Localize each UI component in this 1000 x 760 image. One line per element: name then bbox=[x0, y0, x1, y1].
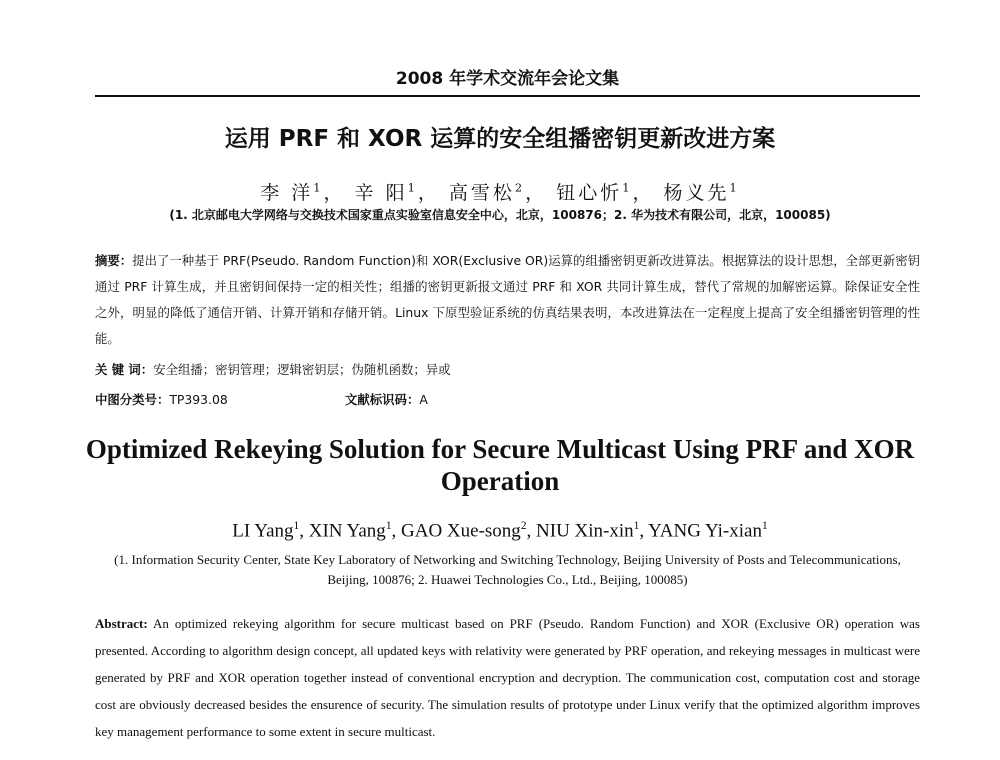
en-author-list: LI Yang$^1$, XIN Yang$^1$, GAO Xue-song$^2$, NIU Xin-xin$^1$, YANG Yi-xian$^1$ bbox=[232, 520, 768, 542]
running-header bbox=[95, 64, 920, 89]
cn-classification bbox=[95, 390, 920, 408]
header-rule bbox=[95, 95, 920, 97]
clc-label: 中图分类号： bbox=[95, 392, 170, 407]
en-author: NIU Xin-xin bbox=[536, 520, 634, 542]
en-author-sup: 2 bbox=[520, 520, 527, 532]
en-author-sup: 1 bbox=[385, 520, 392, 532]
doc-code-value: A bbox=[419, 392, 428, 407]
cn-author-sup: 2 bbox=[514, 180, 526, 195]
doc-code-label: 文献标识码： bbox=[345, 392, 420, 407]
cn-title: 运用 PRF 和 XOR 运算的安全组播密钥更新改进方案 bbox=[224, 126, 776, 152]
en-author: YANG Yi-xian bbox=[648, 520, 762, 542]
en-abstract-label: Abstract: bbox=[95, 616, 148, 631]
cn-keywords bbox=[95, 360, 451, 378]
cn-author: 钮心忻 bbox=[556, 182, 623, 204]
cn-abstract-label: 摘要： bbox=[95, 253, 133, 268]
cn-affiliation: (1. 北京邮电大学网络与交换技术国家重点实验室信息安全中心，北京，100876；2. 华为技术有限公司，北京，100085) bbox=[169, 208, 831, 222]
en-author: XIN Yang bbox=[308, 520, 386, 542]
cn-keywords-text: 安全组播；密钥管理；逻辑密钥层；伪随机函数；异或 bbox=[153, 362, 451, 377]
cn-author-sup: 1 bbox=[313, 180, 324, 195]
en-author: LI Yang bbox=[232, 520, 294, 542]
en-affiliation: (1. Information Security Center, State Key Laboratory of Networking and Switching Technology, Beijing University of Posts and Telecommunications, Beijing, 100876; 2. Huawei Technologies Co., Ltd., Beijing, 100085) bbox=[114, 552, 901, 587]
cn-author: 高雪松 bbox=[448, 182, 515, 204]
cn-author: 李 洋 bbox=[260, 182, 314, 204]
cn-author-list: 李 洋$^1$， 辛 阳$^1$， 高雪松$^2$， 钮心忻$^1$， 杨义先$^1$ bbox=[260, 180, 740, 204]
doc-code bbox=[345, 390, 428, 408]
en-author: GAO Xue-song bbox=[401, 520, 521, 542]
cn-author-sup: 1 bbox=[407, 180, 418, 195]
cn-keywords-label: 关 键 词： bbox=[95, 362, 154, 377]
en-author-sup: 1 bbox=[761, 520, 768, 532]
cn-abstract-text: 提出了一种基于 PRF(Pseudo. Random Function)和 XOR(Exclusive OR)运算的组播密钥更新改进算法。根据算法的设计思想，全部更新密钥通过 PRF 计算生成，并且密钥间保持一定的相关性；组播的密钥更新报文通过 PRF 和 XOR 共同计算生成，替代了常规的加解密运算。除保证安全性之外，明显的降低了通信开销、计算开销和存储开销。Linux 下原型验证系统的仿真结果表明，本改进算法在一定程度上提高了安全组播密钥管理的性能。 bbox=[95, 253, 921, 346]
cn-author: 杨义先 bbox=[663, 182, 730, 204]
en-abstract bbox=[95, 610, 920, 745]
clc-value: TP393.08 bbox=[169, 392, 228, 407]
cn-abstract bbox=[95, 248, 920, 352]
running-title: 2008 年学术交流年会论文集 bbox=[395, 69, 620, 89]
en-abstract-text: An optimized rekeying algorithm for secure multicast based on PRF (Pseudo. Random Function) and XOR (Exclusive OR) operation was presented. According to algorithm design concept, all updated keys with relativity were generated by PRF operation, and rekeying messages in multicast were generated by PRF and XOR operation together instead of conventional encryption and decryption. The communication cost, computation cost and storage cost are obviously decreased besides the ensurence of security. The simulation results of prototype under Linux verify that the optimized algorithm improves key management performance to some extent in secure multicast. bbox=[95, 616, 920, 739]
cn-author-sup: 1 bbox=[622, 180, 633, 195]
en-author-sup: 1 bbox=[633, 520, 640, 532]
cn-author-sup: 1 bbox=[729, 180, 740, 195]
cn-author: 辛 阳 bbox=[354, 182, 408, 204]
en-title: Optimized Rekeying Solution for Secure Multicast Using PRF and XOR Operation bbox=[85, 434, 915, 496]
en-author-sup: 1 bbox=[293, 520, 300, 532]
